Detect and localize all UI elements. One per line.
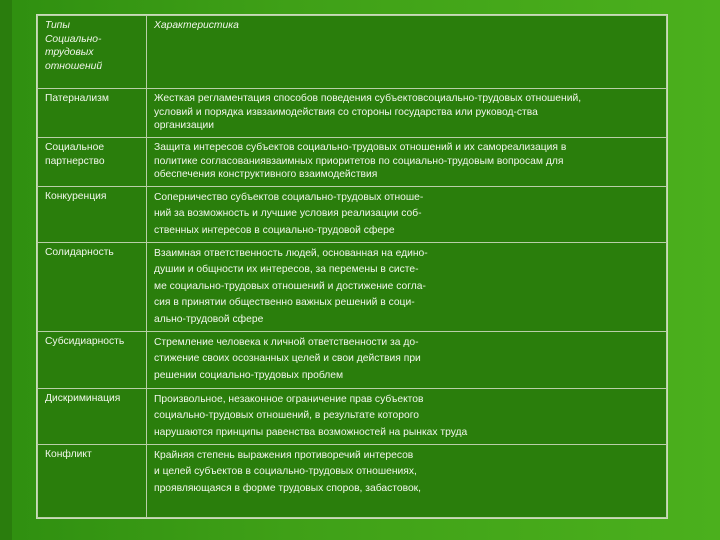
type-label: Конкуренция bbox=[45, 191, 107, 202]
description-line: обеспечения конструктивного взаимодействия bbox=[154, 169, 378, 181]
description-cell bbox=[147, 332, 667, 389]
type-cell bbox=[38, 187, 147, 243]
type-cell bbox=[38, 332, 147, 389]
table-row bbox=[38, 243, 667, 332]
description-cell bbox=[147, 187, 667, 243]
description-line: Жесткая регламентация способов поведения субъектовсоциально-трудовых отношений, bbox=[154, 93, 582, 104]
header-types-cell bbox=[38, 16, 147, 89]
description-line: Крайняя степень выражения противоречий интересов bbox=[154, 450, 414, 461]
type-label: партнерство bbox=[45, 155, 105, 167]
description-cell bbox=[147, 243, 667, 332]
description-cell bbox=[147, 445, 667, 518]
description-line: ме социально-трудовых отношений и достижение согла- bbox=[154, 280, 426, 292]
header-characteristic-cell bbox=[147, 16, 667, 89]
type-label: Солидарность bbox=[45, 247, 114, 258]
types-table bbox=[37, 15, 667, 518]
description-line: ственных интересов в социально-трудовой сфере bbox=[154, 224, 395, 236]
type-label: Патернализм bbox=[45, 93, 109, 104]
description-line: Защита интересов субъектов социально-трудовых отношений и их самореализация в bbox=[154, 142, 567, 153]
header-types-line: отношений bbox=[45, 60, 103, 72]
header-types-line: Типы bbox=[45, 20, 70, 31]
description-line: проявляющаяся в форме трудовых споров, забастовок, bbox=[154, 482, 422, 494]
table-row bbox=[38, 332, 667, 389]
description-line: Стремление человека к личной ответственности за до- bbox=[154, 337, 419, 348]
header-types-line: Социально- bbox=[45, 33, 102, 45]
description-line: нарушаются принципы равенства возможностей на рынках труда bbox=[154, 426, 468, 438]
description-line: условий и порядка извзаимодействия со стороны государства или руковод-ства bbox=[154, 106, 538, 118]
description-line: Произвольное, незаконное ограничение прав субъектов bbox=[154, 394, 424, 405]
table-row bbox=[38, 89, 667, 138]
description-line: политике согласованиявзаимных приоритетов по социально-трудовым вопросам для bbox=[154, 155, 564, 167]
type-cell bbox=[38, 445, 147, 518]
type-label: Субсидиарность bbox=[45, 336, 125, 347]
type-label: Дискриминация bbox=[45, 393, 121, 404]
description-line: Взаимная ответственность людей, основанная на едино- bbox=[154, 248, 428, 259]
header-characteristic: Характеристика bbox=[154, 20, 239, 31]
description-cell bbox=[147, 89, 667, 138]
description-line: социально-трудовых отношений, в результате которого bbox=[154, 410, 419, 422]
description-line: ний за возможность и лучшие условия реализации соб- bbox=[154, 208, 422, 220]
description-cell bbox=[147, 389, 667, 445]
description-line: и целей субъектов в социально-трудовых отношениях, bbox=[154, 466, 417, 478]
type-cell bbox=[38, 243, 147, 332]
type-cell bbox=[38, 138, 147, 187]
table-row bbox=[38, 445, 667, 518]
description-line: сия в принятии общественно важных решений в соци- bbox=[154, 297, 415, 309]
header-row bbox=[38, 16, 667, 89]
type-label: Социальное bbox=[45, 142, 105, 153]
description-line: душии и общности их интересов, за перемены в систе- bbox=[154, 264, 419, 276]
left-accent-bar bbox=[0, 0, 12, 540]
description-line: Соперничество субъектов социально-трудовых отноше- bbox=[154, 192, 424, 203]
header-types-line: трудовых bbox=[45, 47, 94, 59]
table-row bbox=[38, 138, 667, 187]
type-label: Конфликт bbox=[45, 449, 92, 460]
table-row bbox=[38, 187, 667, 243]
type-cell bbox=[38, 89, 147, 138]
description-line: ально-трудовой сфере bbox=[154, 313, 264, 325]
description-line: организации bbox=[154, 120, 214, 132]
type-cell bbox=[38, 389, 147, 445]
table-row bbox=[38, 389, 667, 445]
social-labor-relations-table bbox=[36, 14, 668, 519]
description-line: стижение своих осознанных целей и свои действия при bbox=[154, 353, 421, 365]
description-cell bbox=[147, 138, 667, 187]
description-line: решении социально-трудовых проблем bbox=[154, 369, 344, 381]
